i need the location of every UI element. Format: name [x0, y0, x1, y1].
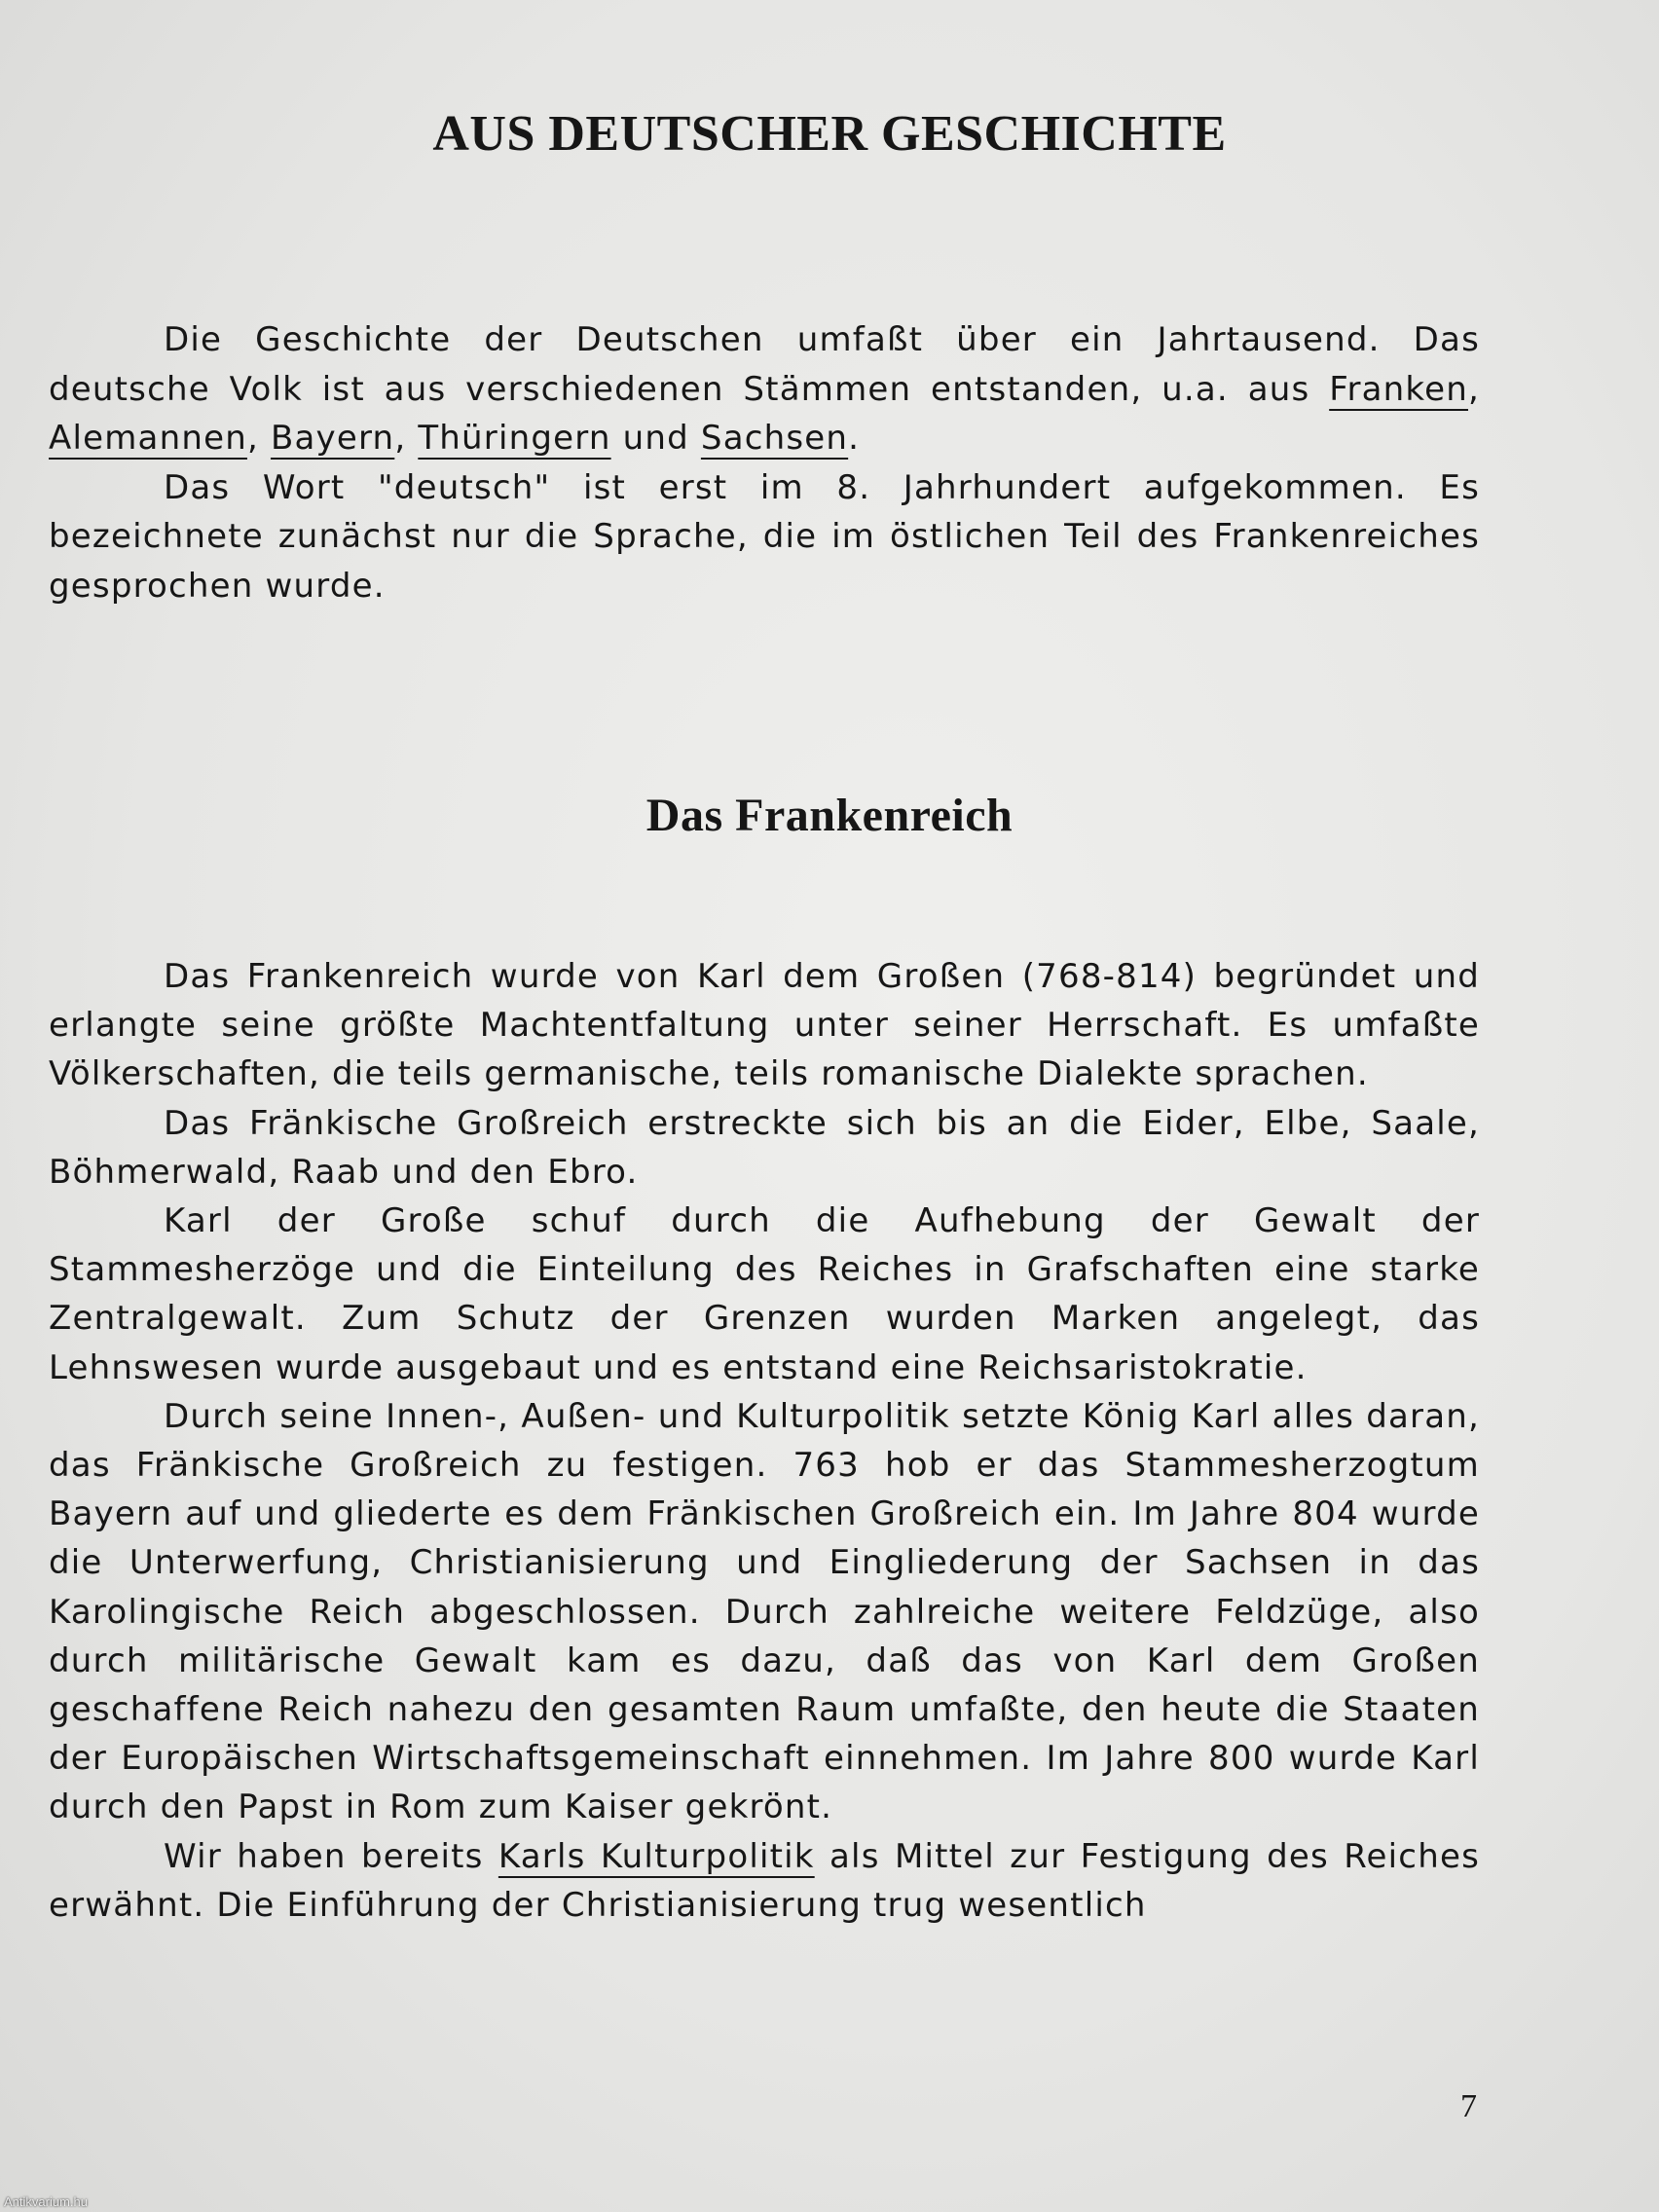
underlined-phrase: Karls Kulturpolitik: [498, 1836, 815, 1876]
tribe-franken: Franken: [1329, 369, 1468, 409]
separator: ,: [1467, 369, 1480, 409]
period: .: [848, 419, 861, 458]
intro-paragraph-1: [49, 315, 1480, 463]
section-paragraph-1: Das Frankenreich wurde von Karl dem Großen (768-814) begründet und erlangte seine größte Machtentfaltung unter seiner Herrschaft. Es umfaßte Völkerschaften, die teils germanische, teils romanische Dialekte sprachen.: [49, 957, 1480, 1094]
section-paragraph-3: Karl der Große schuf durch die Aufhebung der Gewalt der Stammesherzöge und die Einteilung des Reiches in Grafschaften eine starke Zentralgewalt. Zum Schutz der Grenzen wurden Marken angelegt, das Lehnswesen wurde ausgebaut und es entstand eine Reichsaristokratie.: [49, 1201, 1480, 1387]
separator: ,: [394, 419, 419, 458]
watermark: Antikvarium.hu: [4, 2194, 88, 2209]
tribe-thueringern: Thüringern: [418, 419, 611, 458]
intro-text: [49, 315, 1480, 610]
paragraph-text: als Mittel zur Festigung des Reiches erwähnt. Die Einführung der Christianisierung trug wesentlich: [49, 1836, 1480, 1925]
tribe-bayern: Bayern: [270, 419, 395, 458]
page-number: 7: [1460, 2088, 1477, 2124]
section-paragraph-2: Das Fränkische Großreich erstreckte sich bis an die Eider, Elbe, Saale, Böhmerwald, Raab und den Ebro.: [49, 1103, 1480, 1192]
page-title: AUS DEUTSCHER GESCHICHTE: [432, 106, 1227, 162]
tribe-sachsen: Sachsen: [700, 419, 849, 458]
paragraph-text: Wir haben bereits: [164, 1836, 498, 1876]
separator: und: [610, 419, 701, 458]
frankenreich-text: [49, 952, 1480, 1930]
tribe-alemannen: Alemannen: [49, 419, 247, 458]
section-title: Das Frankenreich: [645, 790, 1014, 841]
separator: ,: [246, 419, 271, 458]
intro-paragraph-2: Das Wort "deutsch" ist erst im 8. Jahrhundert aufgekommen. Es bezeichnete zunächst nur die Sprache, die im östlichen Teil des Frankenreiches gesprochen wurde.: [49, 467, 1480, 606]
intro-text-start: Die Geschichte der Deutschen umfaßt über ein Jahrtausend. Das deutsche Volk ist aus verschiedenen Stämmen entstanden, u.a. aus: [49, 320, 1480, 409]
section-paragraph-5: [49, 1832, 1480, 1930]
section-paragraph-4: Durch seine Innen-, Außen- und Kulturpolitik setzte König Karl alles daran, das Fränkische Großreich zu festigen. 763 hob er das Stammesherzogtum Bayern auf und gliederte es dem Fränkischen Großreich ein. Im Jahre 804 wurde die Unterwerfung, Christianisierung und Eingliederung der Sachsen in das Karolingische Reich abgeschlossen. Durch zahlreiche weitere Feldzüge, also durch militärische Gewalt kam es dazu, daß das von Karl dem Großen geschaffene Reich nahezu den gesamten Raum umfaßte, den heute die Staaten der Europäischen Wirtschaftsgemeinschaft einnehmen. Im Jahre 800 wurde Karl durch den Papst in Rom zum Kaiser gekrönt.: [49, 1396, 1480, 1827]
